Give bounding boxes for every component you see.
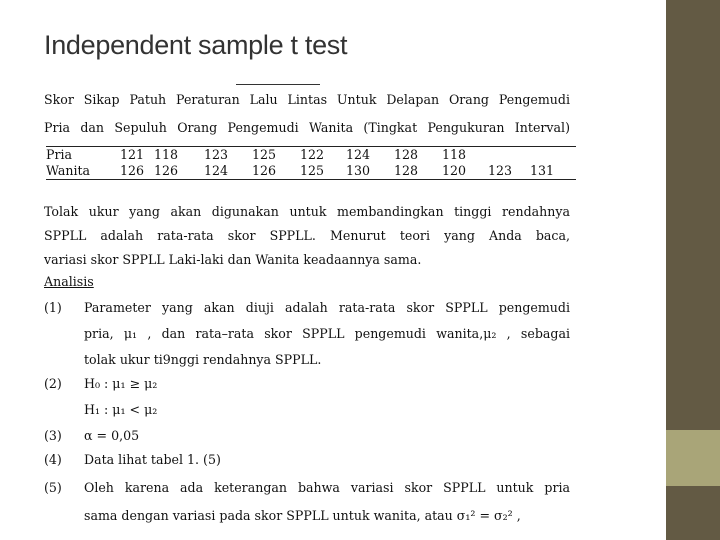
row-label-wanita: Wanita <box>46 163 120 180</box>
table-cell: 131 <box>530 163 576 180</box>
table-cell: 123 <box>204 147 252 164</box>
table-cell: 125 <box>300 163 346 180</box>
item-5-line-1: Oleh karena ada keterangan bahwa variasi skor SPPLL untuk pria <box>84 480 570 495</box>
table-cell: 120 <box>442 163 488 180</box>
table-cell: 124 <box>346 147 394 164</box>
sidebar-bar-bottom <box>666 486 720 540</box>
table-cell: 118 <box>442 147 488 164</box>
analysis-heading: Analisis <box>44 274 94 289</box>
data-reference: Data lihat tabel 1. (5) <box>84 452 221 467</box>
document-image <box>38 86 586 540</box>
decorative-rule <box>236 84 320 85</box>
paragraph-line-3: variasi skor SPPLL Laki-laki dan Wanita keadaannya sama. <box>44 252 422 267</box>
table-cell: 126 <box>252 163 300 180</box>
table-cell <box>488 147 530 164</box>
score-table <box>46 146 576 180</box>
table-cell: 128 <box>394 163 442 180</box>
table-cell: 126 <box>154 163 204 180</box>
item-1-line-2: pria, μ₁ , dan rata–rata skor SPPLL pengemudi wanita,μ₂ , sebagai <box>84 326 570 341</box>
table-cell: 125 <box>252 147 300 164</box>
item-1-line-3: tolak ukur ti9nggi rendahnya SPPLL. <box>84 352 322 367</box>
item-number-2: (2) <box>44 376 62 391</box>
table-cell: 130 <box>346 163 394 180</box>
slide-title: Independent sample t test <box>44 30 348 60</box>
table-cell: 128 <box>394 147 442 164</box>
item-number-3: (3) <box>44 428 62 443</box>
table-cell: 126 <box>120 163 154 180</box>
row-label-pria: Pria <box>46 147 120 164</box>
paragraph-line-1: Tolak ukur yang akan digunakan untuk membandingkan tinggi rendahnya <box>44 204 570 219</box>
item-number-4: (4) <box>44 452 62 467</box>
item-5-line-2: sama dengan variasi pada skor SPPLL untuk wanita, atau σ₁² = σ₂² , <box>84 508 521 523</box>
paragraph-line-2: SPPLL adalah rata-rata skor SPPLL. Menurut teori yang Anda baca, <box>44 228 570 243</box>
sidebar-bar-top <box>666 0 720 430</box>
item-number-1: (1) <box>44 300 62 315</box>
heading-line-2: Pria dan Sepuluh Orang Pengemudi Wanita (Tingkat Pengukuran Interval) <box>44 120 570 135</box>
table-cell <box>530 147 576 164</box>
table-cell: 121 <box>120 147 154 164</box>
table-cell: 122 <box>300 147 346 164</box>
table-cell: 118 <box>154 147 204 164</box>
table-cell: 123 <box>488 163 530 180</box>
alpha-level: α = 0,05 <box>84 428 140 443</box>
table-row-wanita <box>46 163 576 180</box>
item-number-5: (5) <box>44 480 62 495</box>
table-row-pria <box>46 147 576 164</box>
sidebar-bar-middle <box>666 430 720 486</box>
item-1-line-1: Parameter yang akan diuji adalah rata-rata skor SPPLL pengemudi <box>84 300 570 315</box>
heading-line-1: Skor Sikap Patuh Peraturan Lalu Lintas Untuk Delapan Orang Pengemudi <box>44 92 570 107</box>
table-cell: 124 <box>204 163 252 180</box>
null-hypothesis: H₀ : μ₁ ≥ μ₂ <box>84 376 158 391</box>
alternative-hypothesis: H₁ : μ₁ < μ₂ <box>84 402 158 417</box>
